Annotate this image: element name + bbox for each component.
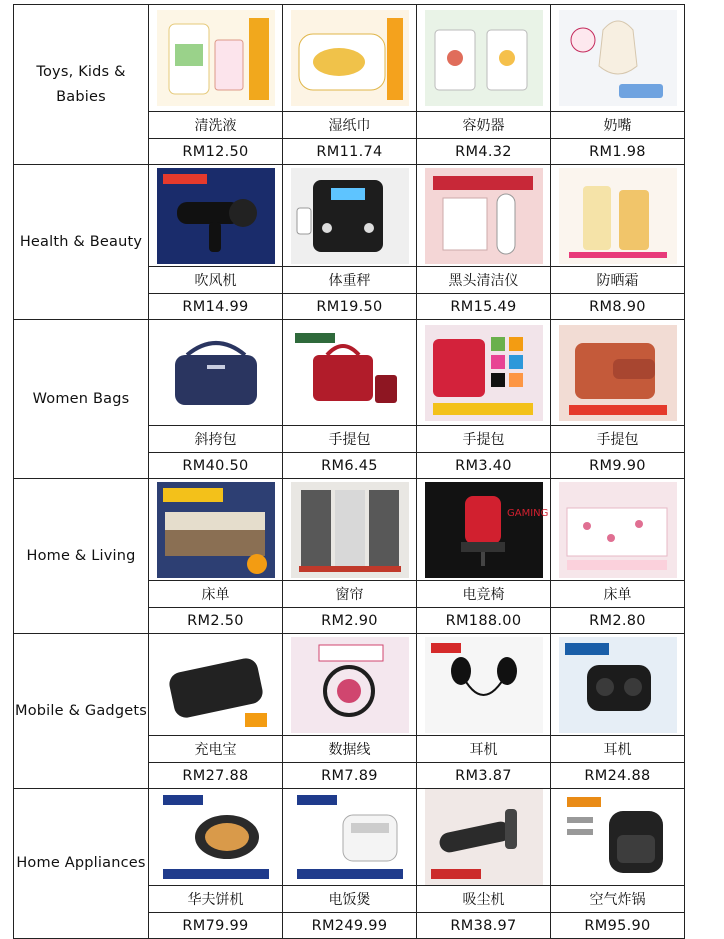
product-price: RM95.90 [551, 913, 685, 939]
product-image-cell [149, 634, 283, 736]
product-name: 手提包 [283, 426, 417, 453]
product-name: 手提包 [417, 426, 551, 453]
product-price: RM4.32 [417, 139, 551, 165]
product-image-cell [417, 789, 551, 886]
product-name: 手提包 [551, 426, 685, 453]
weight-scale-icon [291, 168, 409, 264]
gaming-chair-icon [425, 482, 548, 578]
product-image-cell [283, 5, 417, 112]
product-image-cell [417, 165, 551, 267]
product-name: 斜挎包 [149, 426, 283, 453]
hair-dryer-icon [157, 168, 275, 264]
product-image-cell [417, 320, 551, 426]
product-name: 床单 [551, 581, 685, 608]
wireless-earbuds-icon [559, 637, 677, 733]
handheld-vacuum-icon [425, 789, 543, 885]
product-image-cell [283, 789, 417, 886]
product-price: RM9.90 [551, 453, 685, 479]
product-name: 湿纸巾 [283, 112, 417, 139]
product-name: 数据线 [283, 736, 417, 763]
wet-wipes-icon [291, 10, 409, 106]
baby-wash-refill-icon [157, 10, 275, 106]
product-name: 耳机 [551, 736, 685, 763]
product-image-cell [149, 789, 283, 886]
handbag-set-icon [291, 325, 409, 421]
category-name: Women Bags [14, 320, 149, 479]
product-price: RM1.98 [551, 139, 685, 165]
product-image-cell [283, 320, 417, 426]
product-price: RM2.50 [149, 608, 283, 634]
baby-teat-icon [559, 10, 677, 106]
product-name: 空气炸锅 [551, 886, 685, 913]
product-price: RM188.00 [417, 608, 551, 634]
product-price: RM7.89 [283, 763, 417, 789]
product-price: RM40.50 [149, 453, 283, 479]
product-image-cell [149, 479, 283, 581]
category-name: Home Appliances [14, 789, 149, 939]
product-name: 耳机 [417, 736, 551, 763]
wired-earphones-icon [425, 637, 543, 733]
category-image-row [14, 634, 685, 736]
product-name: 容奶器 [417, 112, 551, 139]
product-name: 吹风机 [149, 267, 283, 294]
product-price: RM27.88 [149, 763, 283, 789]
svg-text:GAMING: GAMING [506, 507, 548, 519]
tote-bag-grid-icon [425, 325, 543, 421]
product-image-cell [283, 165, 417, 267]
product-price: RM24.88 [551, 763, 685, 789]
product-image-cell [149, 5, 283, 112]
product-price: RM249.99 [283, 913, 417, 939]
product-name: 吸尘机 [417, 886, 551, 913]
product-name: 黑头清洁仪 [417, 267, 551, 294]
product-price: RM11.74 [283, 139, 417, 165]
air-fryer-icon [559, 789, 677, 885]
product-name: 充电宝 [149, 736, 283, 763]
product-price: RM3.87 [417, 763, 551, 789]
curtain-icon [291, 482, 409, 578]
blackhead-cleaner-icon [425, 168, 543, 264]
category-image-row [14, 320, 685, 426]
product-image-cell [283, 634, 417, 736]
product-image-cell [149, 320, 283, 426]
product-price: RM19.50 [283, 294, 417, 320]
bread-maker-icon [291, 789, 409, 885]
category-name: Mobile & Gadgets [14, 634, 149, 789]
bed-linen-icon [559, 482, 677, 578]
crossbody-bag-icon [157, 325, 275, 421]
product-image-cell [283, 479, 417, 581]
power-bank-icon [157, 637, 275, 733]
product-image-cell [417, 634, 551, 736]
product-name: 清洗液 [149, 112, 283, 139]
product-image-cell [551, 165, 685, 267]
category-image-row [14, 5, 685, 112]
product-price: RM8.90 [551, 294, 685, 320]
product-price: RM14.99 [149, 294, 283, 320]
category-name: Home & Living [14, 479, 149, 634]
product-image-cell [551, 634, 685, 736]
product-name: 床单 [149, 581, 283, 608]
product-price: RM12.50 [149, 139, 283, 165]
waffle-maker-icon [157, 789, 275, 885]
product-name: 电竞椅 [417, 581, 551, 608]
product-image-cell [551, 479, 685, 581]
usb-cable-icon [291, 637, 409, 733]
category-name: Toys, Kids & Babies [14, 5, 149, 165]
product-image-cell [551, 5, 685, 112]
product-image-cell [417, 5, 551, 112]
category-name: Health & Beauty [14, 165, 149, 320]
product-name: 体重秤 [283, 267, 417, 294]
category-image-row [14, 165, 685, 267]
product-price: RM79.99 [149, 913, 283, 939]
product-name: 窗帘 [283, 581, 417, 608]
product-price: RM15.49 [417, 294, 551, 320]
wallet-icon [559, 325, 677, 421]
product-price: RM6.45 [283, 453, 417, 479]
product-name: 电饭煲 [283, 886, 417, 913]
product-price: RM2.90 [283, 608, 417, 634]
bedsheet-set-icon [157, 482, 275, 578]
category-image-row [14, 789, 685, 886]
product-name: 奶嘴 [551, 112, 685, 139]
product-image-cell [417, 479, 551, 581]
product-image-cell [551, 320, 685, 426]
product-image-cell [149, 165, 283, 267]
milk-storage-bag-icon [425, 10, 543, 106]
product-name: 防晒霜 [551, 267, 685, 294]
category-image-row [14, 479, 685, 581]
product-catalog-table [13, 4, 685, 939]
product-price: RM38.97 [417, 913, 551, 939]
product-price: RM2.80 [551, 608, 685, 634]
product-name: 华夫饼机 [149, 886, 283, 913]
sunscreen-tube-icon [559, 168, 677, 264]
product-price: RM3.40 [417, 453, 551, 479]
product-image-cell [551, 789, 685, 886]
